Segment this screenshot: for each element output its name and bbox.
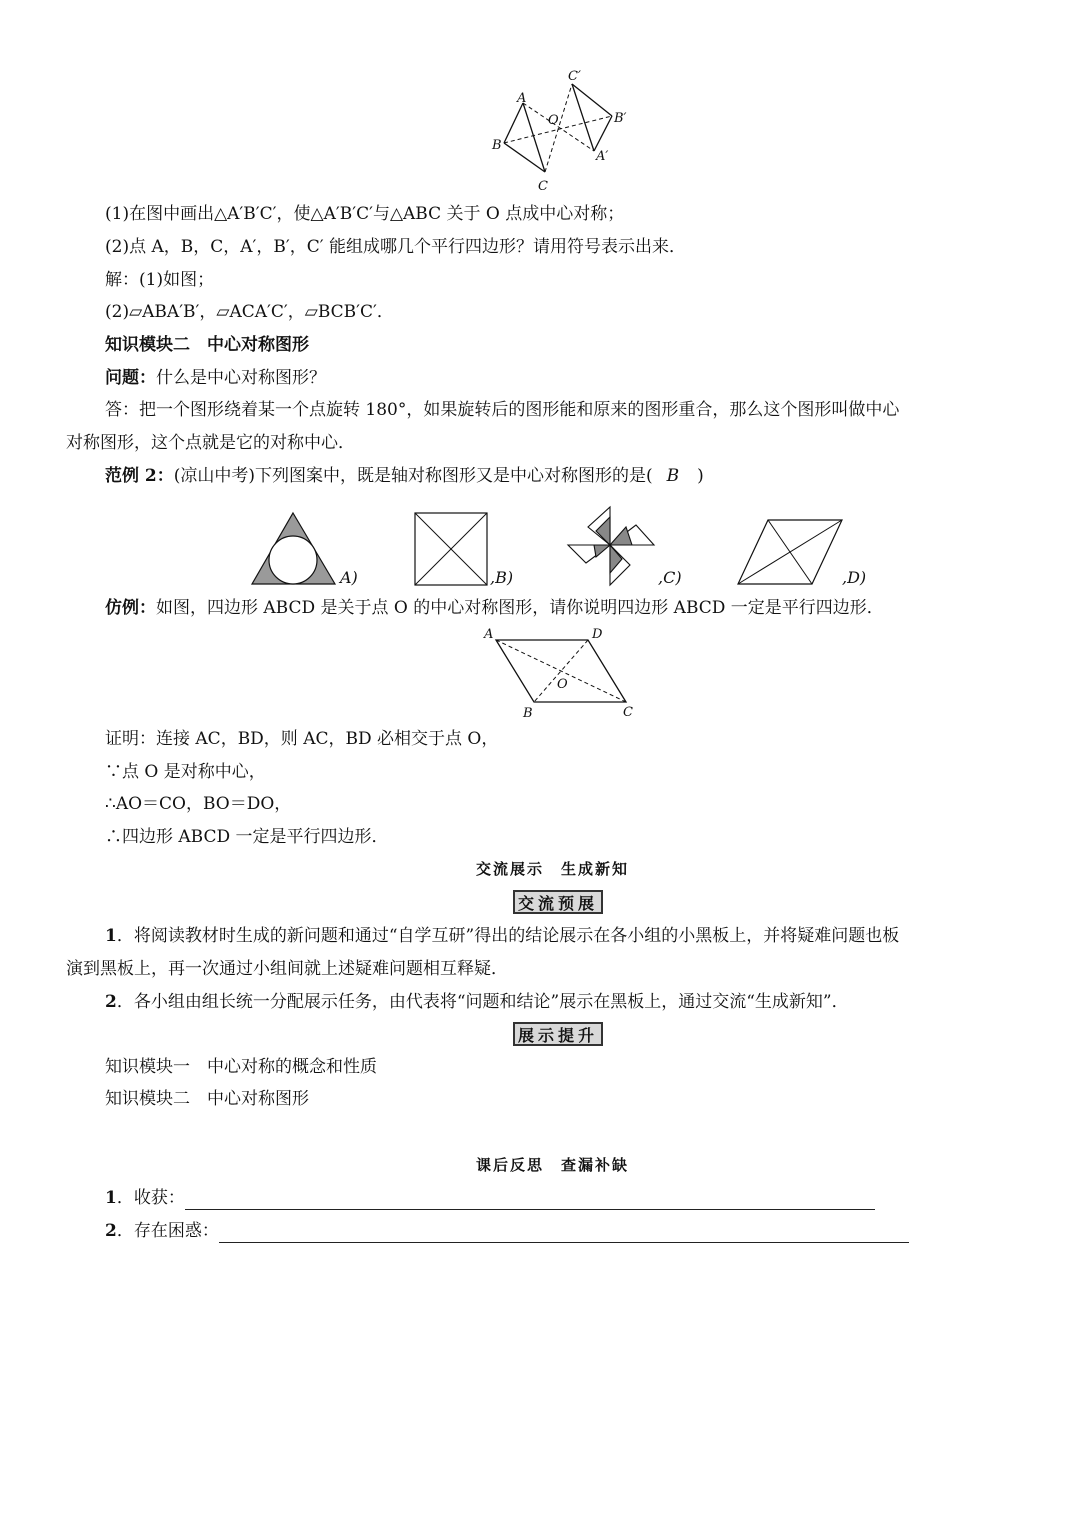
doubt-label: ．存在困惑： <box>116 1221 219 1241</box>
example2-line <box>105 464 704 488</box>
label-b: B <box>523 706 533 721</box>
gain-blank[interactable] <box>185 1191 875 1210</box>
section-exchange-heading: 交流展示 生成新知 <box>476 860 630 878</box>
label-b1: B′ <box>614 111 627 126</box>
gain-label: ．收获： <box>116 1188 185 1208</box>
imitation-text: 如图，四边形 ABCD 是关于点 O 的中心对称图形，请你说明四边形 ABCD 一定是平行四边形． <box>156 598 884 618</box>
option-a-circle <box>269 536 317 584</box>
dashed-c-c1 <box>545 84 572 172</box>
module2-title: 知识模块二 中心对称图形 <box>105 335 309 355</box>
module-2-line: 知识模块二 中心对称图形 <box>105 1089 309 1109</box>
option-b-label <box>490 566 513 590</box>
example2-answer: B <box>666 466 680 486</box>
label-c: C <box>538 179 548 194</box>
box-exchange-preview: 交流预展 <box>513 890 603 914</box>
proof-line-1: 证明：连接 AC，BD，则 AC，BD 必相交于点 O， <box>105 729 499 749</box>
question-text: 什么是中心对称图形？ <box>156 368 326 388</box>
label-o: O <box>557 677 568 692</box>
proof-line-4: ∴四边形 ABCD 一定是平行四边形． <box>105 827 389 847</box>
section-reflect-heading: 课后反思 查漏补缺 <box>476 1156 630 1174</box>
proof-line-3: ∴AO＝CO，BO＝DO， <box>105 794 292 814</box>
option-b-letter: B) <box>495 568 514 587</box>
question-2: (2)点 A，B，C，A′，B′，C′ 能组成哪几个平行四边形？请用符号表示出来． <box>105 237 687 257</box>
option-b-comma: , <box>490 568 496 587</box>
doubt-line <box>105 1219 909 1243</box>
option-b-figure <box>414 512 490 588</box>
pinwheel-blade-4-shade <box>594 545 610 557</box>
answer-line-2: 对称图形，这个点就是它的对称中心． <box>66 433 355 453</box>
example2-close: ) <box>697 466 704 486</box>
question-line <box>105 366 326 390</box>
example2-text: (凉山中考)下列图案中，既是轴对称图形又是中心对称图形的是( <box>173 466 653 486</box>
imitation-label: 仿例： <box>105 598 156 618</box>
label-o: O <box>548 113 559 128</box>
segment-a1b1 <box>594 116 612 151</box>
imitation-line <box>105 596 884 620</box>
option-d-label: ,D) <box>842 568 867 587</box>
label-b: B <box>492 138 502 153</box>
label-a: A <box>517 91 527 106</box>
pinwheel-blade-2-shade <box>610 527 632 545</box>
label-c: C <box>623 705 633 720</box>
solution-1: 解：(1)如图； <box>105 270 215 290</box>
symmetry-figure <box>485 66 635 196</box>
segment-c1a1 <box>572 84 594 151</box>
parallelogram-figure <box>478 622 648 722</box>
segment-ab <box>504 103 523 143</box>
item-2-text: ．各小组由组长统一分配展示任务，由代表将“问题和结论”展示在黑板上，通过交流“生成新知”． <box>116 992 849 1012</box>
option-d-figure <box>736 518 846 588</box>
doubt-number: 2 <box>105 1221 117 1241</box>
question-1: (1)在图中画出△A′B′C′，使△A′B′C′与△ABC 关于 O 点成中心对称； <box>105 204 625 224</box>
item-2-line <box>105 990 849 1014</box>
label-d: D <box>592 627 603 642</box>
option-c-figure <box>566 505 660 589</box>
proof-line-2: ∵点 O 是对称中心， <box>105 762 266 782</box>
option-a-figure <box>250 510 340 588</box>
item-2-number: 2 <box>105 992 117 1012</box>
label-a: A <box>484 627 494 642</box>
module-1-line: 知识模块一 中心对称的概念和性质 <box>105 1057 377 1077</box>
question-label: 问题： <box>105 368 156 388</box>
doubt-blank[interactable] <box>219 1224 909 1243</box>
item-1-text: ．将阅读教材时生成的新问题和通过“自学互研”得出的结论展示在各小组的小黑板上，并将疑难问题也板 <box>116 926 900 946</box>
gain-line <box>105 1186 875 1210</box>
box-present-improve: 展示提升 <box>513 1022 603 1046</box>
option-c-label: ,C) <box>658 568 682 587</box>
answer-line-1: 答：把一个图形绕着某一个点旋转 180°，如果旋转后的图形能和原来的图形重合，那么这个图形叫做中心 <box>105 400 900 420</box>
example2-label: 范例 2： <box>105 466 174 486</box>
label-c1: C′ <box>568 69 581 84</box>
solution-2: (2)▱ABA′B′，▱ACA′C′，▱BCB′C′． <box>105 302 394 322</box>
gain-number: 1 <box>105 1188 117 1208</box>
item-1-number: 1 <box>105 926 117 946</box>
item-1-line-1 <box>105 924 899 948</box>
segment-bc <box>504 143 545 172</box>
segment-b1c1 <box>572 84 612 116</box>
option-a-label: A) <box>340 568 358 587</box>
label-a1: A′ <box>596 149 609 164</box>
item-1-line-2: 演到黑板上，再一次通过小组间就上述疑难问题相互释疑． <box>66 959 508 979</box>
